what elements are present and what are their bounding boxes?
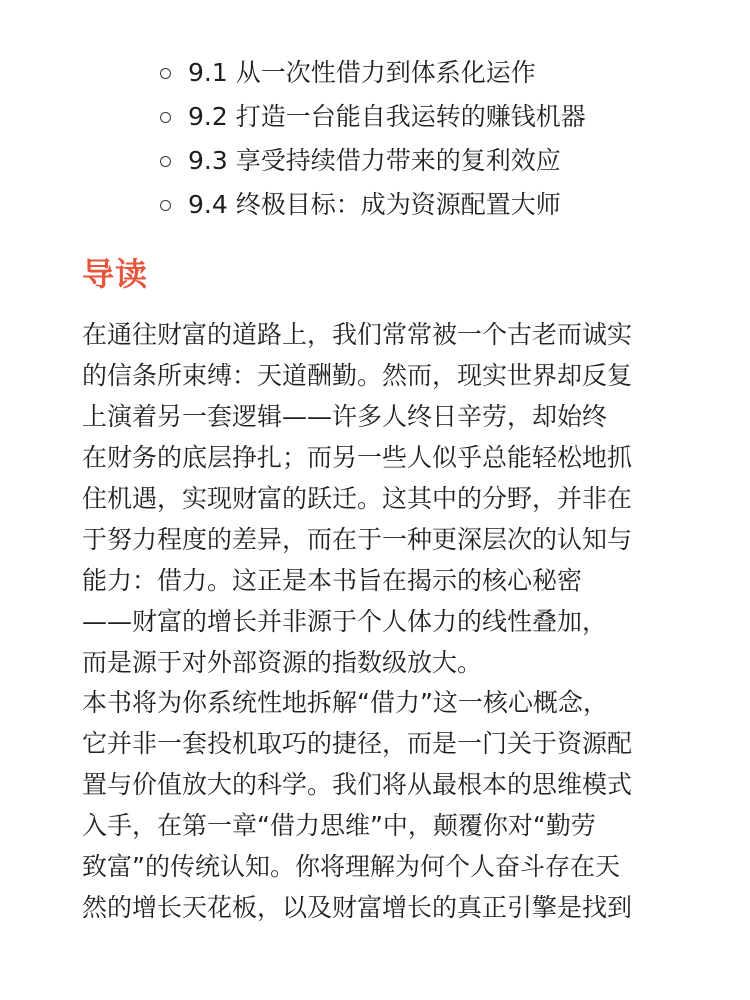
circle-bullet-icon (160, 200, 171, 211)
toc-item[interactable] (160, 51, 586, 95)
intro-paragraph-1 (82, 314, 682, 683)
paragraph-line: 置与价值放大的科学。我们将从最根本的思维模式 (82, 770, 633, 799)
toc-item-label: 9.4 终极目标：成为资源配置大师 (188, 190, 561, 219)
paragraph-line: 而是源于对外部资源的指数级放大。 (82, 648, 483, 677)
paragraph-line: 在财务的底层挣扎；而另一些人似乎总能轻松地抓 (82, 443, 633, 472)
toc-item[interactable] (160, 95, 586, 139)
toc-item[interactable] (160, 183, 586, 227)
paragraph-line: 的信条所束缚：天道酬勤。然而，现实世界却反复 (82, 361, 633, 390)
toc-item-label: 9.1 从一次性借力到体系化运作 (188, 58, 536, 87)
toc-item[interactable] (160, 139, 586, 183)
paragraph-line: 于努力程度的差异，而在于一种更深层次的认知与 (82, 525, 633, 554)
circle-bullet-icon (160, 156, 171, 167)
toc-item-label: 9.2 打造一台能自我运转的赚钱机器 (188, 102, 586, 131)
paragraph-line: ——财富的增长并非源于个人体力的线性叠加， (82, 607, 608, 636)
paragraph-line: 然的增长天花板，以及财富增长的真正引擎是找到 (82, 893, 633, 922)
paragraph-line: 本书将为你系统性地拆解“借力”这一核心概念， (82, 688, 608, 717)
table-of-contents (160, 51, 586, 227)
paragraph-line: 它并非一套投机取巧的捷径，而是一门关于资源配 (82, 729, 633, 758)
section-heading: 导读 (82, 255, 149, 293)
paragraph-line: 致富”的传统认知。你将理解为何个人奋斗存在天 (82, 852, 620, 881)
circle-bullet-icon (160, 112, 171, 123)
toc-item-label: 9.3 享受持续借力带来的复利效应 (188, 146, 561, 175)
intro-paragraph-2 (82, 682, 682, 928)
circle-bullet-icon (160, 68, 171, 79)
paragraph-line: 住机遇，实现财富的跃迁。这其中的分野，并非在 (82, 484, 633, 513)
paragraph-line: 能力：借力。这正是本书旨在揭示的核心秘密 (82, 566, 583, 595)
paragraph-line: 在通往财富的道路上，我们常常被一个古老而诚实 (82, 320, 633, 349)
paragraph-line: 入手，在第一章“借力思维”中，颠覆你对“勤劳 (82, 811, 596, 840)
paragraph-line: 上演着另一套逻辑——许多人终日辛劳，却始终 (82, 402, 608, 431)
